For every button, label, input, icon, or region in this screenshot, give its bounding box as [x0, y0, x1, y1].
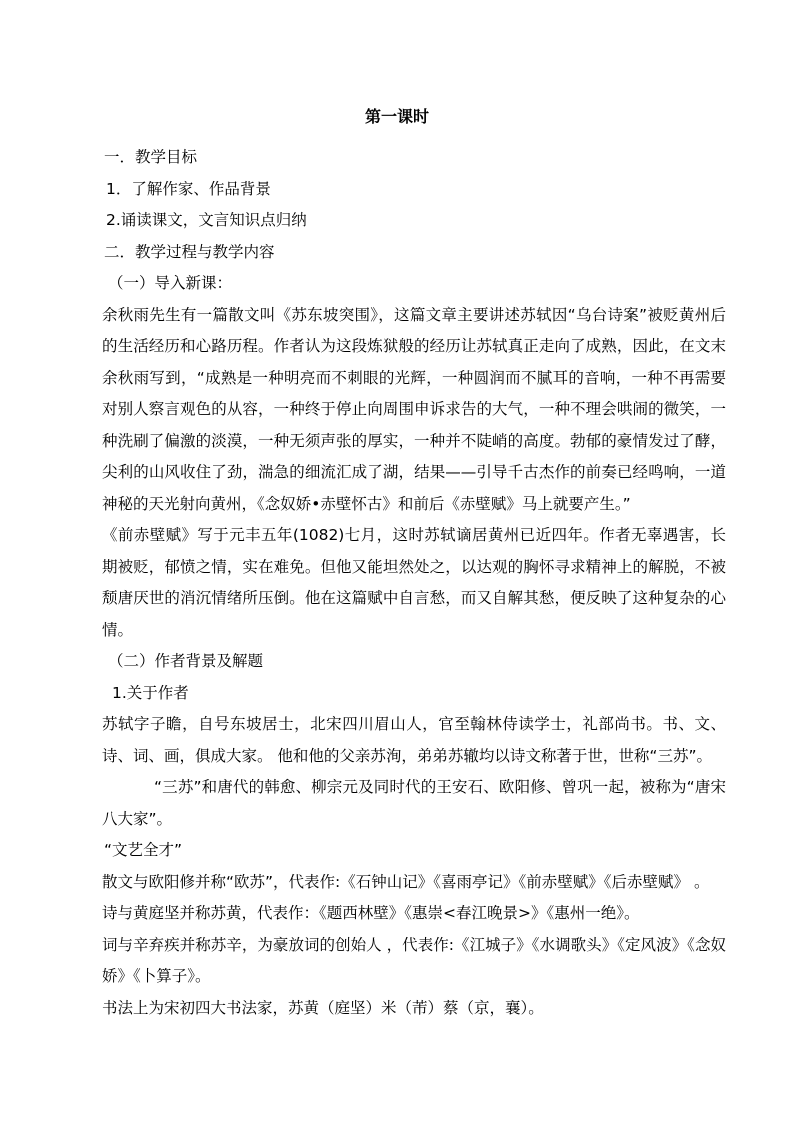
goal-item-1: 1．了解作家、作品背景 — [106, 179, 271, 198]
paragraph-prose: 散文与欧阳修并称“欧苏”，代表作:《石钟山记》《喜雨亭记》《前赤壁赋》《后赤壁赋》 。 — [102, 872, 710, 891]
paragraph-eight-masters: “三苏”和唐代的韩愈、柳宗元及同时代的王安石、欧阳修、曾巩一起，被称为“唐宋八大家”。 — [102, 778, 726, 828]
paragraph-poetry: 诗与黄庭坚并称苏黄，代表作：《题西林壁》《惠崇<春江晚景>》《惠州一绝》。 — [102, 904, 640, 922]
paragraph-introduction: 余秋雨先生有一篇散文叫《苏东坡突围》，这篇文章主要讲述苏轼因“乌台诗案”被贬黄州后的生活经历和心路历程。作者认为这段炼狱般的经历让苏轼真正走向了成熟，因此，在文末余秋雨写到，“成熟是一种明亮而不刺眼的光辉，一种圆润而不腻耳的音响，一种不再需要对别人察言观色的从容，一种终于停止向周围申诉求告的大气，一种不理会哄闹的微笑，一种洗刷了偏激的淡漠，一种无须声张的厚实，一种并不陡峭的高度。勃郁的豪情发过了酵，尖利的山风收住了劲，湍急的细流汇成了湖，结果——引导千古杰作的前奏已经鸣响，一道神秘的天光射向黄州，《念奴娇•赤壁怀古》和前后《赤壁赋》马上就要产生。” — [102, 305, 726, 513]
heading-teaching-goals: 一．教学目标 — [104, 148, 198, 166]
subheading-about-author: 1.关于作者 — [112, 683, 189, 702]
subheading-introduction: （一）导入新课： — [108, 274, 233, 292]
paragraph-ci-poetry: 词与辛弃疾并称苏辛，为豪放词的创始人 ，代表作:《江城子》《水调歌头》《定风波》《念奴娇》《卜算子》。 — [102, 935, 726, 985]
document-body — [102, 142, 726, 1024]
label-all-round-talent: “文艺全才” — [104, 841, 183, 859]
goal-item-2: 2.诵读课文，文言知识点归纳 — [106, 211, 307, 229]
paragraph-background: 《前赤壁赋》写于元丰五年(1082)七月，这时苏轼谪居黄州已近四年。作者无辜遇害，长期被贬，郁愤之情，实在难免。但他又能坦然处之，以达观的胸怀寻求精神上的解脱，不被颓唐厌世的消沉情绪所压倒。他在这篇赋中自言愁，而又自解其愁，便反映了这种复杂的心情。 — [102, 526, 726, 639]
paragraph-calligraphy: 书法上为宋初四大书法家，苏黄（庭坚）米（芾）蔡（京，襄）。 — [102, 998, 544, 1017]
subheading-author-background: （二）作者背景及解题 — [108, 652, 264, 670]
heading-teaching-process: 二．教学过程与教学内容 — [104, 242, 275, 261]
paragraph-author-bio: 苏轼字子瞻，自号东坡居士，北宋四川眉山人，官至翰林侍读学士，礼部尚书。书、文、诗、词、画，俱成大家。 他和他的父亲苏洵，弟弟苏辙均以诗文称著于世，世称“三苏”。 — [102, 715, 726, 765]
page-title: 第一课时 — [364, 107, 429, 126]
